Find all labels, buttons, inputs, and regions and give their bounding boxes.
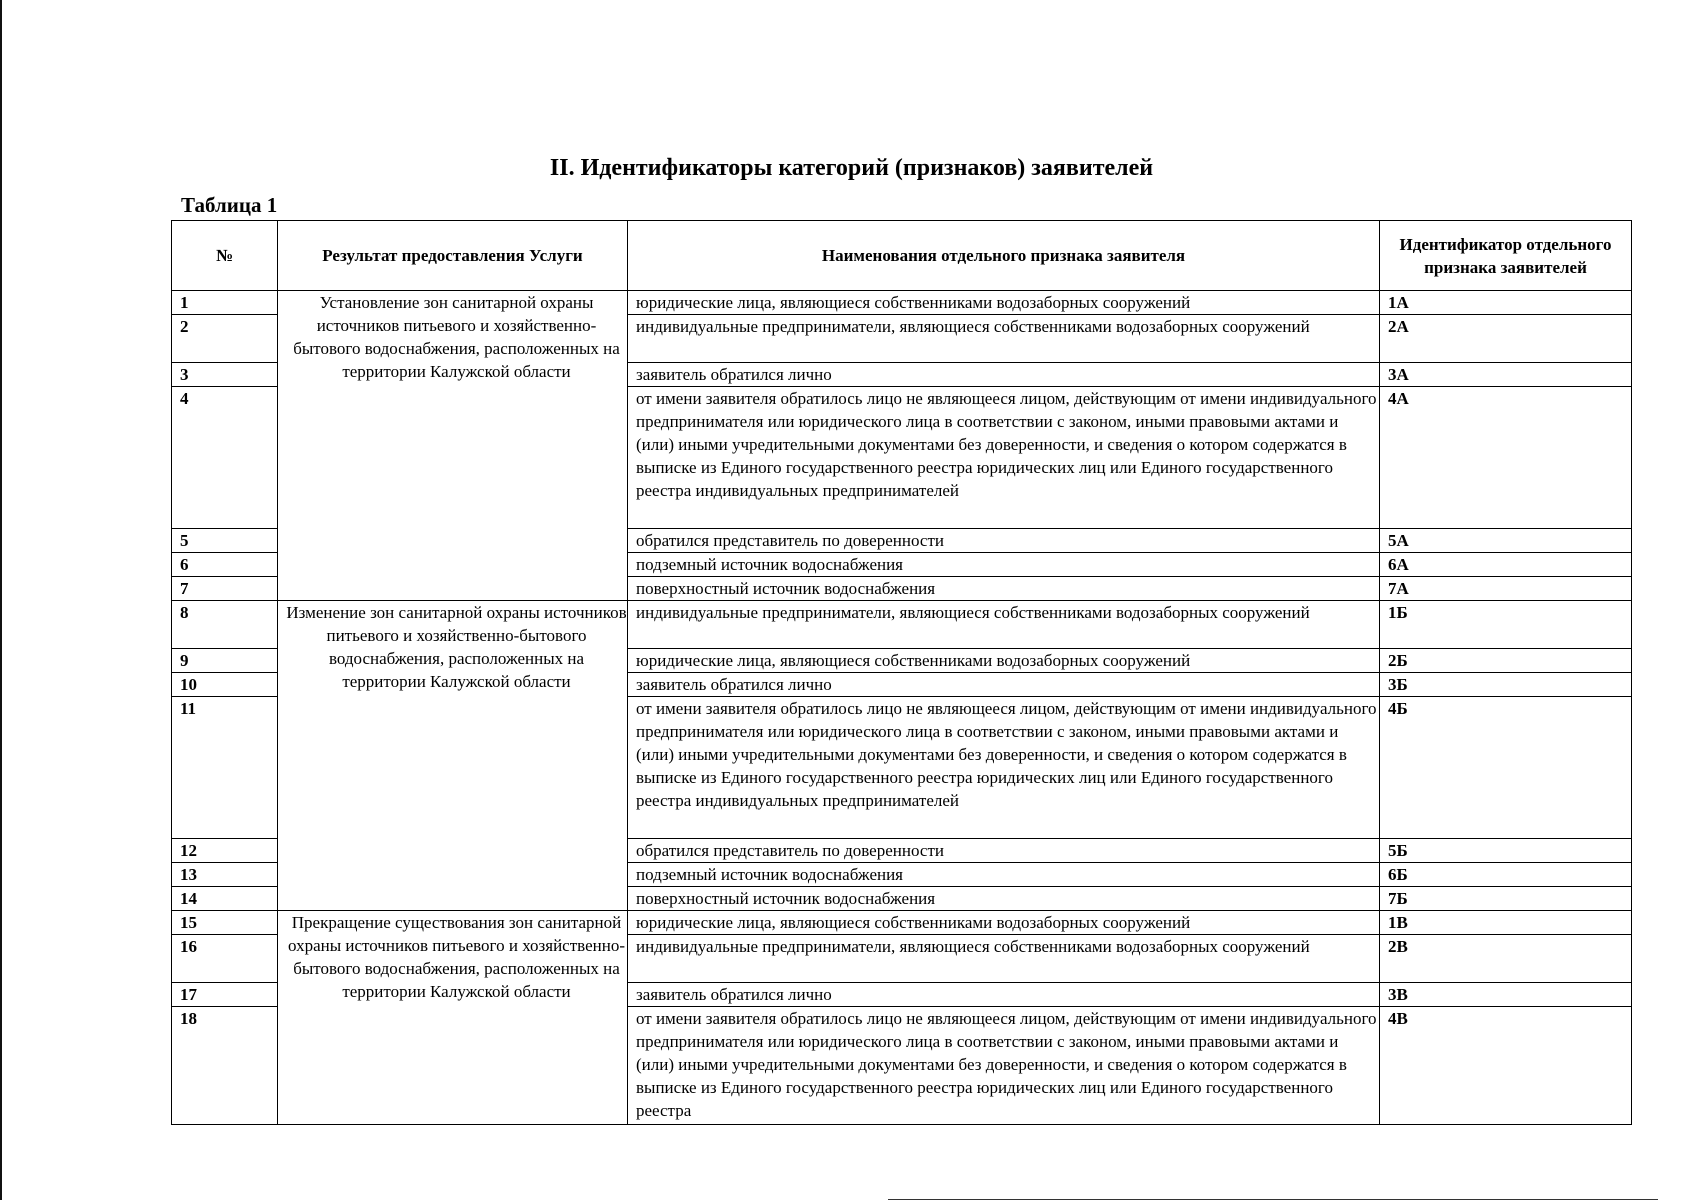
row-number: 9 — [172, 649, 278, 673]
feature-text: индивидуальные предприниматели, являющиеся собственниками водозаборных сооружений — [628, 315, 1380, 363]
feature-text: от имени заявителя обратилось лицо не являющееся лицом, действующим от имени индивидуального предпринимателя или юридического лица в соответствии с законом, иными правовыми актами и (или) иными учредительными документами без доверенности, и сведения о котором содержатся в выписке из Единого государственного реестра юридических лиц или Единого государственного реестра — [628, 1007, 1380, 1125]
row-number: 5 — [172, 529, 278, 553]
row-number: 4 — [172, 387, 278, 529]
feature-text: юридические лица, являющиеся собственниками водозаборных сооружений — [628, 911, 1380, 935]
feature-text: юридические лица, являющиеся собственниками водозаборных сооружений — [628, 291, 1380, 315]
identifier-code: 2Б — [1380, 649, 1632, 673]
row-number: 2 — [172, 315, 278, 363]
row-number: 7 — [172, 577, 278, 601]
identifier-code: 6Б — [1380, 863, 1632, 887]
row-number: 11 — [172, 697, 278, 839]
row-number: 8 — [172, 601, 278, 649]
row-number: 18 — [172, 1007, 278, 1125]
identifier-code: 3Б — [1380, 673, 1632, 697]
feature-text: индивидуальные предприниматели, являющиеся собственниками водозаборных сооружений — [628, 601, 1380, 649]
row-number: 12 — [172, 839, 278, 863]
identifier-code: 3А — [1380, 363, 1632, 387]
table-caption: Таблица 1 — [181, 193, 278, 217]
feature-text: поверхностный источник водоснабжения — [628, 887, 1380, 911]
feature-text: индивидуальные предприниматели, являющиеся собственниками водозаборных сооружений — [628, 935, 1380, 983]
row-number: 13 — [172, 863, 278, 887]
result-cell: Установление зон санитарной охраны источников питьевого и хозяйственно-бытового водоснабжения, расположенных на территории Калужской области — [278, 291, 628, 601]
feature-text: заявитель обратился лично — [628, 983, 1380, 1007]
identifier-code: 6А — [1380, 553, 1632, 577]
identifiers-table — [171, 220, 1632, 1125]
identifier-code: 4А — [1380, 387, 1632, 529]
row-number: 17 — [172, 983, 278, 1007]
section-title: II. Идентификаторы категорий (признаков) заявителей — [549, 155, 1154, 181]
feature-text: подземный источник водоснабжения — [628, 863, 1380, 887]
row-number: 3 — [172, 363, 278, 387]
identifier-code: 4В — [1380, 1007, 1632, 1125]
identifier-code: 3В — [1380, 983, 1632, 1007]
header-number: № — [172, 221, 278, 291]
feature-text: поверхностный источник водоснабжения — [628, 577, 1380, 601]
header-feature-name: Наименования отдельного признака заявителя — [628, 221, 1380, 291]
result-cell: Изменение зон санитарной охраны источников питьевого и хозяйственно-бытового водоснабжения, расположенных на территории Калужской области — [278, 601, 628, 911]
feature-text: от имени заявителя обратилось лицо не являющееся лицом, действующим от имени индивидуального предпринимателя или юридического лица в соответствии с законом, иными правовыми актами и (или) иными учредительными документами без доверенности, и сведения о котором содержатся в выписке из Единого государственного реестра юридических лиц или Единого государственного реестра индивидуальных предпринимателей — [628, 697, 1380, 839]
row-number: 1 — [172, 291, 278, 315]
table-row — [172, 291, 1632, 315]
row-number: 16 — [172, 935, 278, 983]
feature-text: юридические лица, являющиеся собственниками водозаборных сооружений — [628, 649, 1380, 673]
feature-text: подземный источник водоснабжения — [628, 553, 1380, 577]
identifier-code: 2В — [1380, 935, 1632, 983]
header-identifier: Идентификатор отдельного признака заявителей — [1380, 221, 1632, 291]
feature-text: обратился представитель по доверенности — [628, 839, 1380, 863]
identifier-code: 4Б — [1380, 697, 1632, 839]
header-result: Результат предоставления Услуги — [278, 221, 628, 291]
row-number: 15 — [172, 911, 278, 935]
result-cell: Прекращение существования зон санитарной охраны источников питьевого и хозяйственно-бытового водоснабжения, расположенных на территории Калужской области — [278, 911, 628, 1125]
row-number: 14 — [172, 887, 278, 911]
identifier-code: 1Б — [1380, 601, 1632, 649]
table-row — [172, 601, 1632, 649]
identifier-code: 7А — [1380, 577, 1632, 601]
identifier-code: 7Б — [1380, 887, 1632, 911]
identifier-code: 5А — [1380, 529, 1632, 553]
identifier-code: 5Б — [1380, 839, 1632, 863]
feature-text: заявитель обратился лично — [628, 673, 1380, 697]
identifier-code: 1А — [1380, 291, 1632, 315]
feature-text: заявитель обратился лично — [628, 363, 1380, 387]
table-header-row — [172, 221, 1632, 291]
feature-text: обратился представитель по доверенности — [628, 529, 1380, 553]
identifier-code: 1В — [1380, 911, 1632, 935]
table-row — [172, 911, 1632, 935]
feature-text: от имени заявителя обратилось лицо не являющееся лицом, действующим от имени индивидуального предпринимателя или юридического лица в соответствии с законом, иными правовыми актами и (или) иными учредительными документами без доверенности, и сведения о котором содержатся в выписке из Единого государственного реестра юридических лиц или Единого государственного реестра индивидуальных предпринимателей — [628, 387, 1380, 529]
row-number: 6 — [172, 553, 278, 577]
identifier-code: 2А — [1380, 315, 1632, 363]
row-number: 10 — [172, 673, 278, 697]
